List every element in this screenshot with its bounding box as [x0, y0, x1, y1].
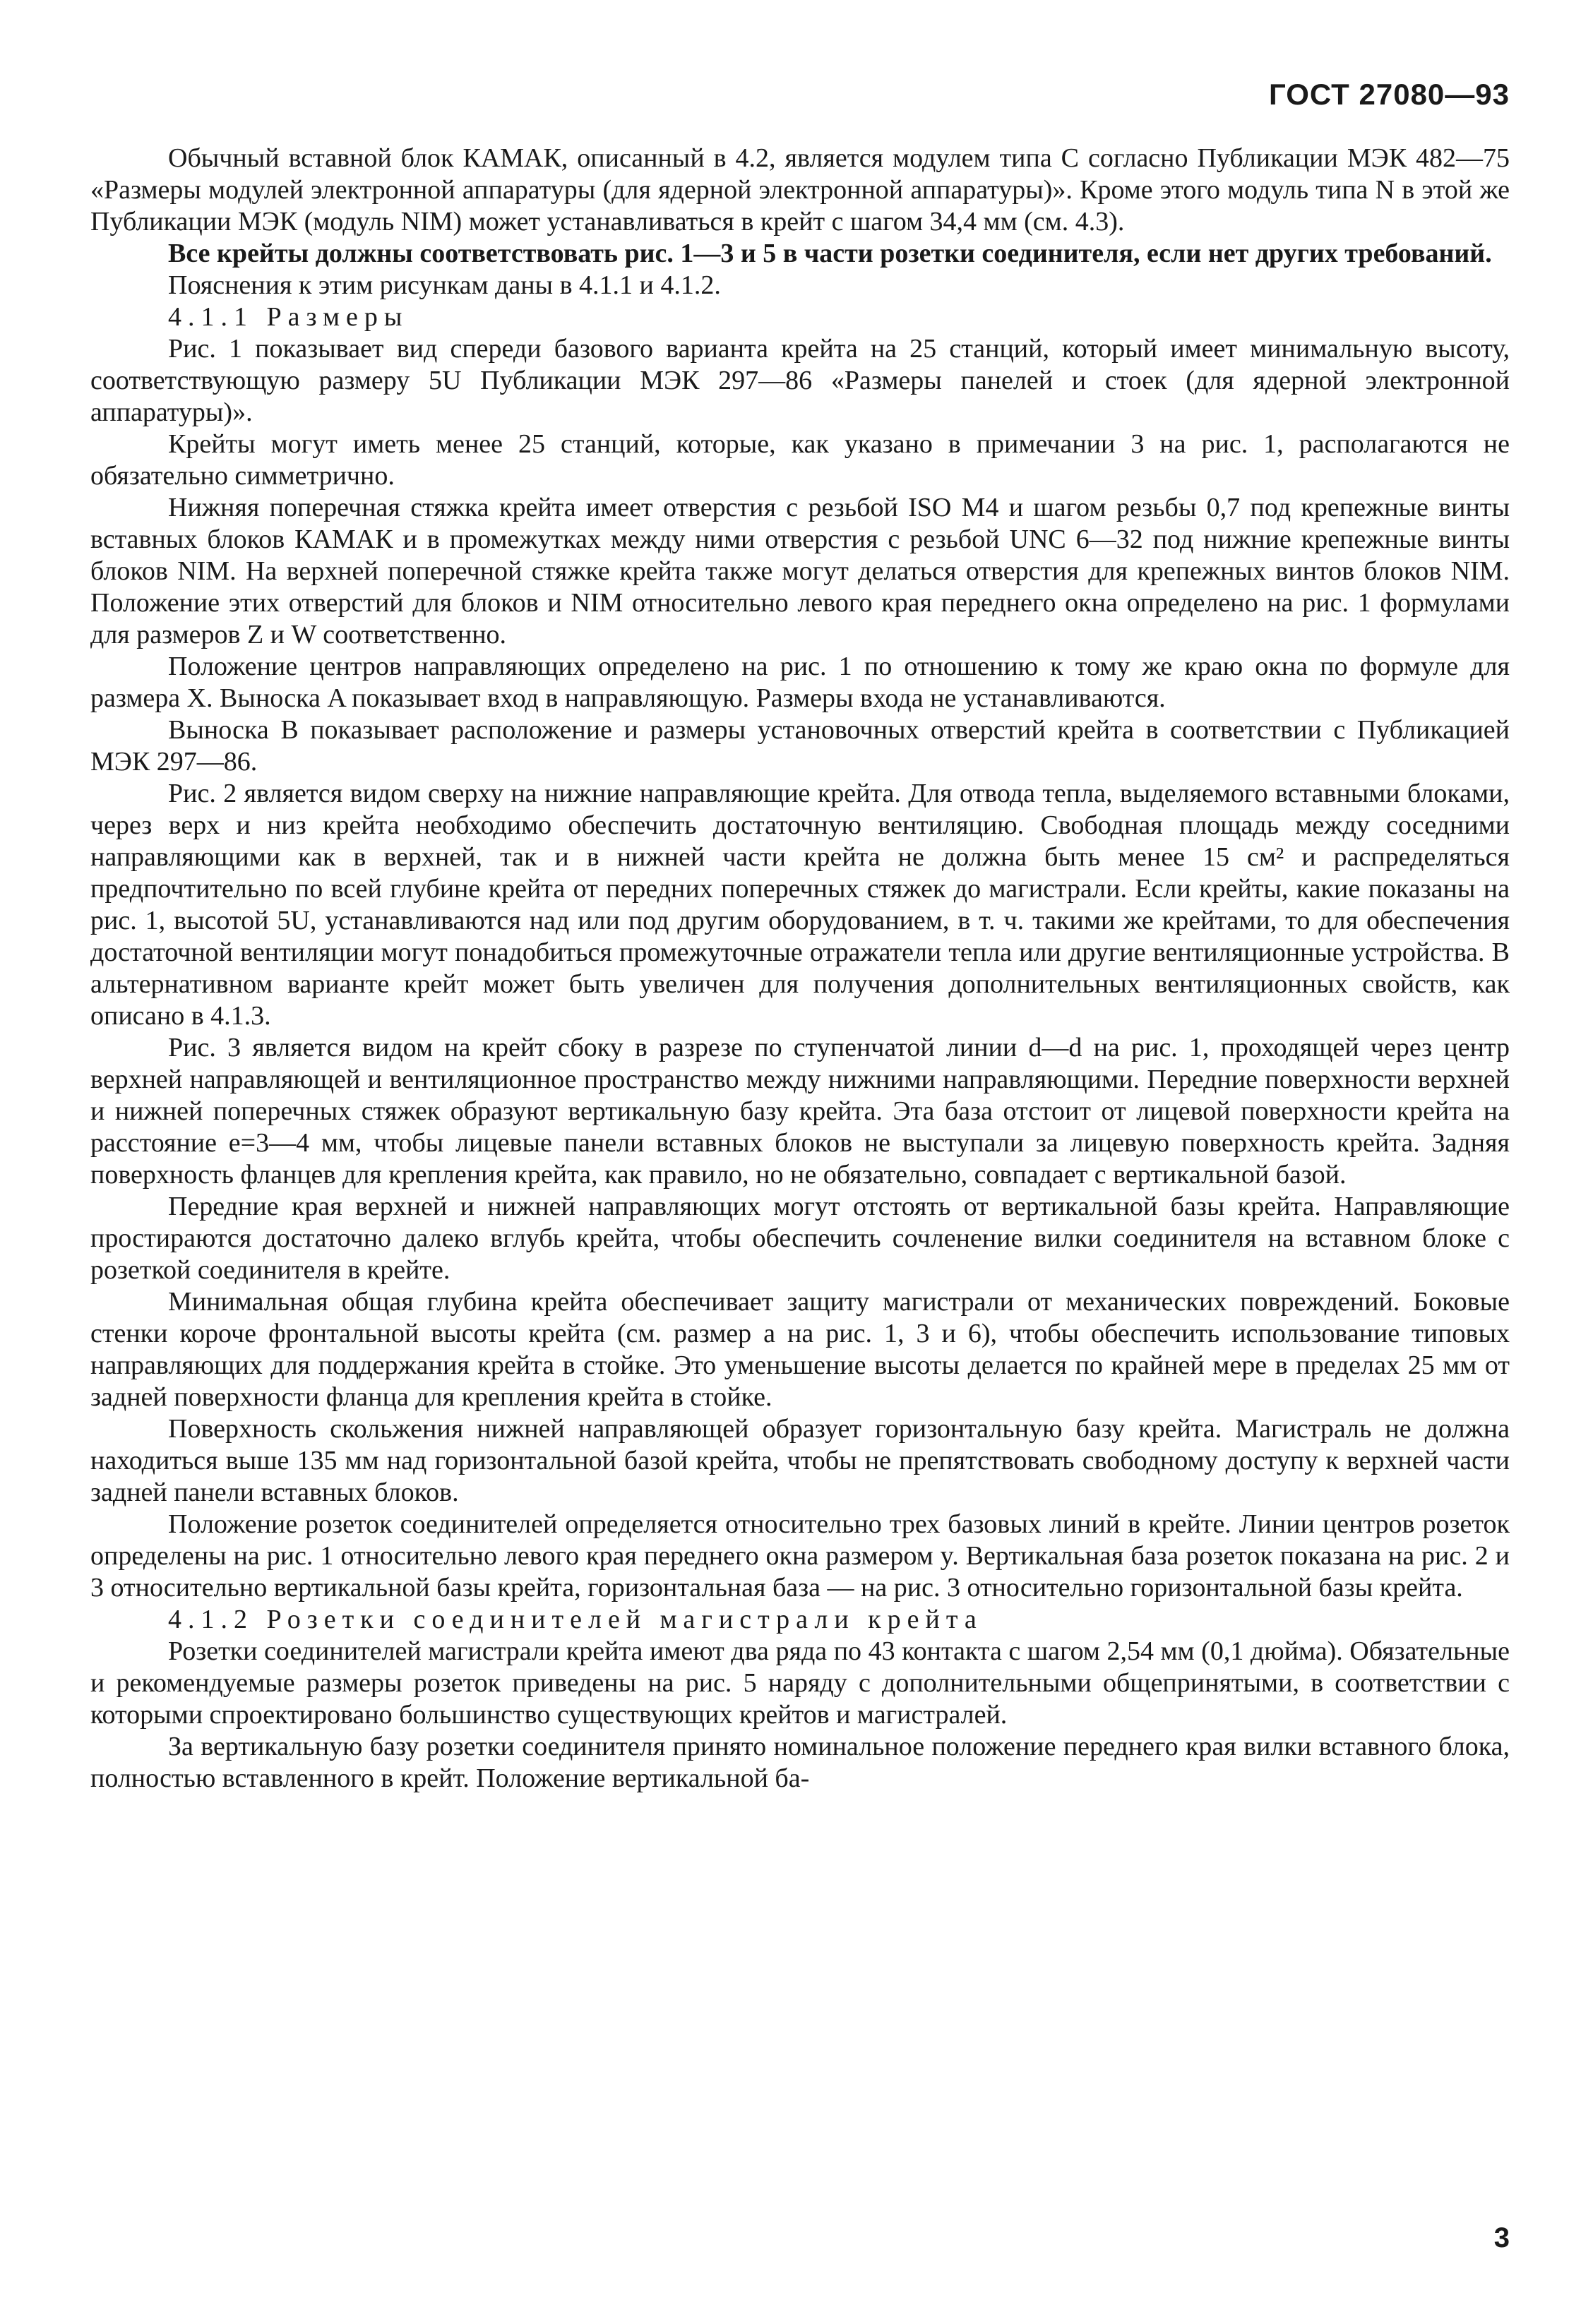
paragraph: 4.1.1 Размеры: [168, 302, 409, 332]
paragraph: Обычный вставной блок КАМАК, описанный в 4.2, является модулем типа С согласно Публикации МЭК 482—75 «Размеры модулей электронной аппаратуры (для ядерной электронной аппаратуры)». Кроме этого модуль типа N в этой же Публикации МЭК (модуль NIM) может устанавливаться в крейт с шагом 34,4 мм (см. 4.3).: [90, 143, 1510, 236]
paragraph: Все крейты должны соответствовать рис. 1—3 и 5 в части розетки соединителя, если нет других требований.: [168, 239, 1492, 268]
page-number: 3: [1493, 2222, 1510, 2253]
paragraph: Рис. 3 является видом на крейт сбоку в разрезе по ступенчатой линии d—d на рис. 1, проходящей через центр верхней направляющей и вентиляционное пространство между нижними направляющими. Передние поверхности верхней и нижней поперечных стяжек образуют вертикальную базу крейта. Эта база отстоит от лицевой поверхности крейта на расстояние e=3—4 мм, чтобы лицевые панели вставных блоков не выступали за лицевую поверхность крейта. Задняя поверхность фланцев для крепления крейта, как правило, но не обязательно, совпадает с вертикальной базой.: [90, 1033, 1510, 1190]
paragraph: Выноска B показывает расположение и размеры установочных отверстий крейта в соответствии с Публикацией МЭК 297—86.: [90, 715, 1510, 777]
document-page: [90, 78, 1510, 2280]
paragraph: Минимальная общая глубина крейта обеспечивает защиту магистрали от механических повреждений. Боковые стенки короче фронтальной высоты крейта (см. размер a на рис. 1, 3 и 6), чтобы обеспечить использование типовых направляющих для поддержания крейта в стойке. Это уменьшение высоты делается по крайней мере в пределах 25 мм от задней поверхности фланца для крепления крейта в стойке.: [90, 1287, 1510, 1412]
paragraph: Положение розеток соединителей определяется относительно трех базовых линий в крейте. Линии центров розеток определены на рис. 1 относительно левого края переднего окна размером y. Вертикальная база розеток показана на рис. 2 и 3 относительно вертикальной базы крейта, горизонтальная база — на рис. 3 относительно горизонтальной базы крейта.: [90, 1509, 1510, 1603]
paragraph: Положение центров направляющих определено на рис. 1 по отношению к тому же краю окна по формуле для размера X. Выноска A показывает вход в направляющую. Размеры входа не устанавливаются.: [90, 652, 1510, 713]
paragraph: Розетки соединителей магистрали крейта имеют два ряда по 43 контакта с шагом 2,54 мм (0,1 дюйма). Обязательные и рекомендуемые размеры розеток приведены на рис. 5 наряду с дополнительными общепринятыми, в соответствии с которыми спроектировано большинство существующих крейтов и магистралей.: [90, 1636, 1510, 1730]
body-text: [90, 143, 1510, 1795]
paragraph: Крейты могут иметь менее 25 станций, которые, как указано в примечании 3 на рис. 1, располагаются не обязательно симметрично.: [90, 429, 1510, 491]
paragraph: Пояснения к этим рисункам даны в 4.1.1 и 4.1.2.: [168, 270, 721, 300]
paragraph: Нижняя поперечная стяжка крейта имеет отверстия с резьбой ISO M4 и шагом резьбы 0,7 под крепежные винты вставных блоков КАМАК и в промежутках между ними отверстия с резьбой UNC 6—32 под нижние крепежные винты блоков NIM. На верхней поперечной стяжке крейта также могут делаться отверстия для крепежных винтов блоков NIM. Положение этих отверстий для блоков и NIM относительно левого края переднего окна определено на рис. 1 формулами для размеров Z и W соответственно.: [90, 493, 1510, 649]
paragraph: 4.1.2 Розетки соединителей магистрали крейта: [168, 1605, 983, 1634]
paragraph: Передние края верхней и нижней направляющих могут отстоять от вертикальной базы крейта. Направляющие простираются достаточно далеко вглубь крейта, чтобы обеспечить сочленение вилки соединителя на вставном блоке с розеткой соединителя в крейте.: [90, 1192, 1510, 1285]
paragraph: За вертикальную базу розетки соединителя принято номинальное положение переднего края вилки вставного блока, полностью вставленного в крейт. Положение вертикальной ба-: [90, 1732, 1510, 1793]
page-header-standard-number: ГОСТ 27080—93: [1268, 78, 1510, 111]
paragraph: Рис. 2 является видом сверху на нижние направляющие крейта. Для отвода тепла, выделяемого вставными блоками, через верх и низ крейта необходимо обеспечить достаточную вентиляцию. Свободная площадь между соседними направляющими как в верхней, так и в нижней части крейта не должна быть менее 15 см² и распределяться предпочтительно по всей глубине крейта от передних поперечных стяжек до магистрали. Если крейты, какие показаны на рис. 1, высотой 5U, устанавливаются над или под другим оборудованием, в т. ч. такими же крейтами, то для обеспечения достаточной вентиляции могут понадобиться промежуточные отражатели тепла или другие вентиляционные устройства. В альтернативном варианте крейт может быть увеличен для получения дополнительных вентиляционных свойств, как описано в 4.1.3.: [90, 779, 1510, 1031]
paragraph: Рис. 1 показывает вид спереди базового варианта крейта на 25 станций, который имеет минимальную высоту, соответствующую размеру 5U Публикации МЭК 297—86 «Размеры панелей и стоек (для ядерной электронной аппаратуры)».: [90, 334, 1510, 427]
paragraph: Поверхность скольжения нижней направляющей образует горизонтальную базу крейта. Магистраль не должна находиться выше 135 мм над горизонтальной базой крейта, чтобы не препятствовать свободному доступу к верхней части задней панели вставных блоков.: [90, 1414, 1510, 1507]
